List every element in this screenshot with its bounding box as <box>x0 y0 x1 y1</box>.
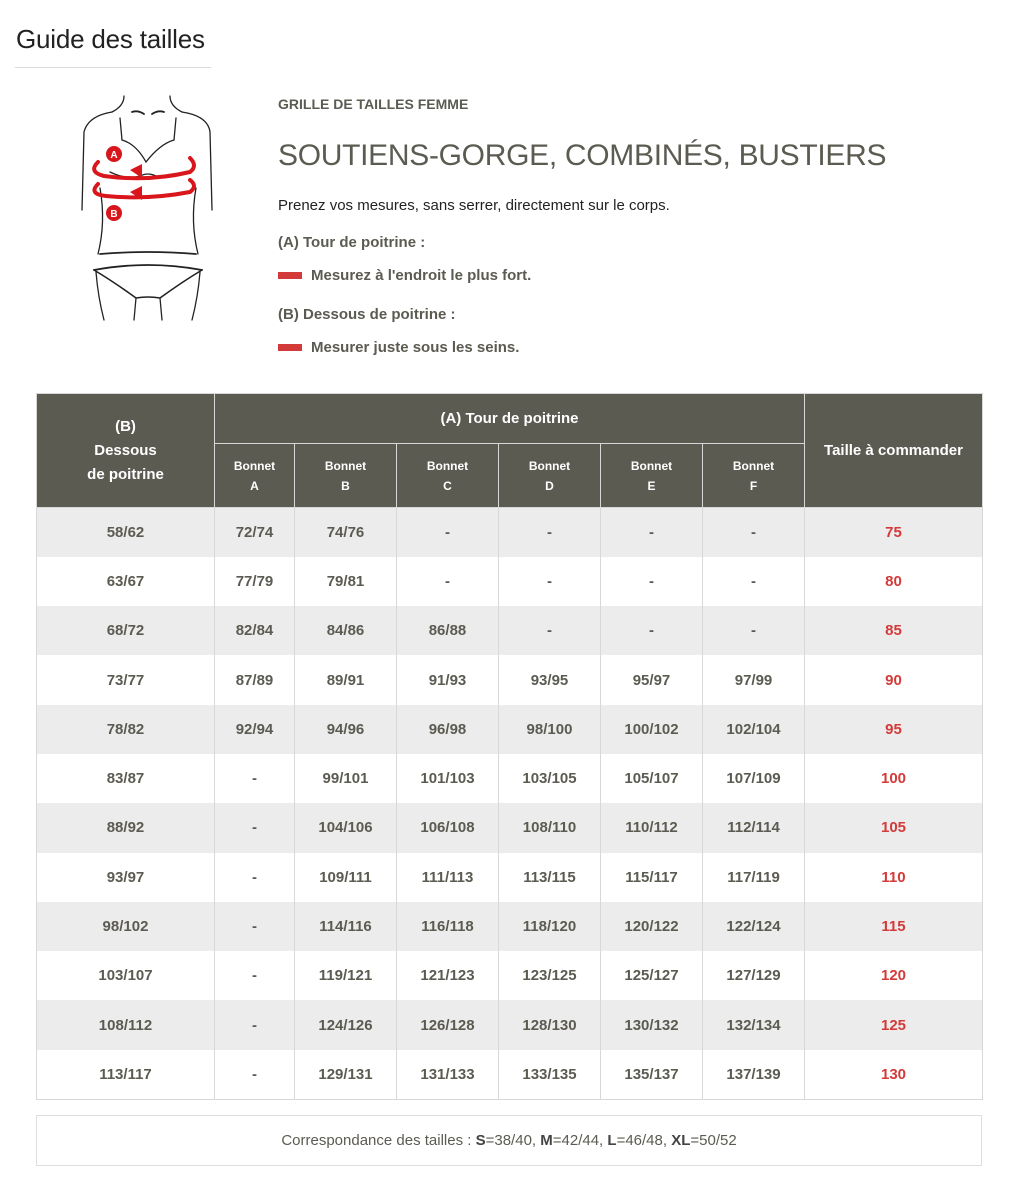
under-bust-cell: 113/117 <box>37 1050 215 1099</box>
bust-cell-a: 77/79 <box>215 557 295 606</box>
cup-letter: B <box>341 478 350 493</box>
header-cup-e <box>601 444 703 508</box>
under-bust-cell: 93/97 <box>37 853 215 902</box>
under-bust-cell: 63/67 <box>37 557 215 606</box>
table-row <box>37 1000 983 1049</box>
bust-cell-d: 118/120 <box>499 902 601 951</box>
bust-cell-f: 107/109 <box>703 754 805 803</box>
bust-cell-c: 91/93 <box>397 655 499 704</box>
cup-label: Bonnet <box>426 458 469 473</box>
bust-cell-f: 122/124 <box>703 902 805 951</box>
order-size-cell: 95 <box>805 705 983 754</box>
under-bust-cell: 83/87 <box>37 754 215 803</box>
bust-cell-f: 132/134 <box>703 1000 805 1049</box>
under-bust-cell: 103/107 <box>37 951 215 1000</box>
bust-cell-a: - <box>215 803 295 852</box>
header-under-bust-line1: (B) <box>115 417 136 435</box>
size-letter: L <box>607 1132 617 1149</box>
table-row <box>37 754 983 803</box>
header-cup-c <box>397 444 499 508</box>
under-bust-cell: 58/62 <box>37 508 215 557</box>
red-bar-icon <box>278 272 302 279</box>
header-under-bust-line2: Dessous <box>94 441 157 459</box>
under-bust-cell: 108/112 <box>37 1000 215 1049</box>
page-title: Guide des tailles <box>16 24 205 54</box>
bust-cell-d: 103/105 <box>499 754 601 803</box>
size-value: =46/48 <box>616 1132 663 1149</box>
bust-cell-f: 102/104 <box>703 705 805 754</box>
bust-cell-e: 110/112 <box>601 803 703 852</box>
cup-letter: F <box>749 478 758 493</box>
header-cup-a <box>215 444 295 508</box>
measure-title-a: (A) Tour de poitrine : <box>278 234 426 251</box>
cup-label: Bonnet <box>732 458 775 473</box>
cup-letter: E <box>647 478 656 493</box>
measure-item-b <box>278 339 958 356</box>
intro-lead: Prenez vos mesures, sans serrer, directement sur le corps. <box>278 197 670 214</box>
correspondence-sizes <box>476 1132 737 1149</box>
bust-cell-c: 106/108 <box>397 803 499 852</box>
order-size-cell: 110 <box>805 853 983 902</box>
bust-cell-e: - <box>601 557 703 606</box>
bust-cell-a: 87/89 <box>215 655 295 704</box>
bust-cell-d: - <box>499 557 601 606</box>
order-size-cell: 120 <box>805 951 983 1000</box>
bust-cell-f: - <box>703 606 805 655</box>
bust-cell-f: 97/99 <box>703 655 805 704</box>
order-size-cell: 115 <box>805 902 983 951</box>
bust-cell-e: 95/97 <box>601 655 703 704</box>
cup-label: Bonnet <box>324 458 367 473</box>
bust-cell-c: 111/113 <box>397 853 499 902</box>
header-cup-b <box>295 444 397 508</box>
bust-cell-f: - <box>703 508 805 557</box>
bust-cell-c: 126/128 <box>397 1000 499 1049</box>
header-under-bust-line3: de poitrine <box>87 465 164 483</box>
size-separator: , <box>662 1132 672 1149</box>
header-under-bust <box>37 394 215 508</box>
bust-cell-a: - <box>215 951 295 1000</box>
table-row <box>37 853 983 902</box>
bust-cell-e: 120/122 <box>601 902 703 951</box>
table-row <box>37 803 983 852</box>
title-divider <box>15 67 211 68</box>
label-b: B <box>110 209 118 220</box>
bust-cell-a: 82/84 <box>215 606 295 655</box>
bust-cell-f: 127/129 <box>703 951 805 1000</box>
table-row <box>37 557 983 606</box>
bust-cell-d: 113/115 <box>499 853 601 902</box>
bust-cell-e: 105/107 <box>601 754 703 803</box>
size-value: =38/40 <box>485 1132 532 1149</box>
measure-title-b: (B) Dessous de poitrine : <box>278 306 456 323</box>
order-size-cell: 100 <box>805 754 983 803</box>
bust-cell-a: 92/94 <box>215 705 295 754</box>
bust-cell-b: 129/131 <box>295 1050 397 1099</box>
bust-cell-c: 86/88 <box>397 606 499 655</box>
table-row <box>37 606 983 655</box>
under-bust-cell: 73/77 <box>37 655 215 704</box>
bust-cell-a: - <box>215 754 295 803</box>
bust-cell-d: 93/95 <box>499 655 601 704</box>
bust-cell-c: 96/98 <box>397 705 499 754</box>
header-cup-f <box>703 444 805 508</box>
measure-item-a <box>278 267 958 284</box>
bust-cell-e: 135/137 <box>601 1050 703 1099</box>
bust-cell-d: - <box>499 508 601 557</box>
bust-cell-d: 128/130 <box>499 1000 601 1049</box>
correspondence-prefix: Correspondance des tailles : <box>281 1132 476 1149</box>
cup-letter: A <box>250 478 259 493</box>
order-size-cell: 85 <box>805 606 983 655</box>
cup-label: Bonnet <box>233 458 276 473</box>
cup-letter: D <box>545 478 554 493</box>
measurement-instructions <box>278 96 958 356</box>
body-measurement-illustration <box>78 92 218 324</box>
bust-cell-e: 130/132 <box>601 1000 703 1049</box>
size-separator: , <box>599 1132 608 1149</box>
section-heading: SOUTIENS-GORGE, COMBINÉS, BUSTIERS <box>278 139 887 172</box>
bust-cell-b: 104/106 <box>295 803 397 852</box>
bust-cell-e: - <box>601 606 703 655</box>
under-bust-cell: 88/92 <box>37 803 215 852</box>
under-bust-cell: 98/102 <box>37 902 215 951</box>
measure-instruction-b: Mesurer juste sous les seins. <box>311 339 520 356</box>
bust-cell-b: 89/91 <box>295 655 397 704</box>
size-separator: , <box>531 1132 541 1149</box>
table-row <box>37 705 983 754</box>
table-row <box>37 902 983 951</box>
bust-cell-e: 115/117 <box>601 853 703 902</box>
bust-cell-c: 131/133 <box>397 1050 499 1099</box>
bust-cell-b: 119/121 <box>295 951 397 1000</box>
label-a: A <box>110 150 118 161</box>
bust-cell-e: - <box>601 508 703 557</box>
red-bar-icon <box>278 344 302 351</box>
bust-cell-b: 114/116 <box>295 902 397 951</box>
under-bust-cell: 68/72 <box>37 606 215 655</box>
bust-cell-e: 125/127 <box>601 951 703 1000</box>
size-letter: M <box>540 1132 553 1149</box>
bust-cell-d: 123/125 <box>499 951 601 1000</box>
order-size-cell: 125 <box>805 1000 983 1049</box>
bust-cell-d: 133/135 <box>499 1050 601 1099</box>
order-size-cell: 130 <box>805 1050 983 1099</box>
table-row <box>37 951 983 1000</box>
bust-cell-b: 94/96 <box>295 705 397 754</box>
cup-letter: C <box>443 478 452 493</box>
size-letter: XL <box>671 1132 691 1149</box>
size-value: =42/44 <box>552 1132 600 1149</box>
bust-cell-f: 117/119 <box>703 853 805 902</box>
order-size-cell: 75 <box>805 508 983 557</box>
bust-cell-b: 74/76 <box>295 508 397 557</box>
bust-cell-f: 137/139 <box>703 1050 805 1099</box>
under-bust-cell: 78/82 <box>37 705 215 754</box>
bust-cell-e: 100/102 <box>601 705 703 754</box>
bust-cell-c: 116/118 <box>397 902 499 951</box>
header-order-size: Taille à commander <box>805 394 983 508</box>
bust-cell-c: 121/123 <box>397 951 499 1000</box>
size-letter: S <box>475 1132 486 1149</box>
bust-cell-d: 108/110 <box>499 803 601 852</box>
cup-label: Bonnet <box>528 458 571 473</box>
bust-cell-a: - <box>215 1000 295 1049</box>
measure-instruction-a: Mesurez à l'endroit le plus fort. <box>311 267 532 284</box>
bust-cell-a: - <box>215 853 295 902</box>
table-row <box>37 1050 983 1099</box>
bust-cell-b: 84/86 <box>295 606 397 655</box>
table-row <box>37 655 983 704</box>
order-size-cell: 80 <box>805 557 983 606</box>
bust-cell-a: 72/74 <box>215 508 295 557</box>
table-row <box>37 508 983 557</box>
order-size-cell: 105 <box>805 803 983 852</box>
bust-cell-a: - <box>215 902 295 951</box>
size-value: =50/52 <box>690 1132 737 1149</box>
bust-cell-f: 112/114 <box>703 803 805 852</box>
bust-cell-c: 101/103 <box>397 754 499 803</box>
bust-cell-f: - <box>703 557 805 606</box>
bust-cell-c: - <box>397 508 499 557</box>
size-table <box>36 393 983 1100</box>
bust-cell-d: - <box>499 606 601 655</box>
bust-cell-b: 79/81 <box>295 557 397 606</box>
bust-cell-b: 124/126 <box>295 1000 397 1049</box>
order-size-cell: 90 <box>805 655 983 704</box>
bust-cell-b: 109/111 <box>295 853 397 902</box>
size-correspondence <box>36 1115 982 1166</box>
section-eyebrow: GRILLE DE TAILLES FEMME <box>278 96 469 112</box>
header-bust-group: (A) Tour de poitrine <box>215 394 805 444</box>
cup-label: Bonnet <box>630 458 673 473</box>
bust-cell-d: 98/100 <box>499 705 601 754</box>
bust-cell-b: 99/101 <box>295 754 397 803</box>
bust-cell-c: - <box>397 557 499 606</box>
header-cup-d <box>499 444 601 508</box>
bust-cell-a: - <box>215 1050 295 1099</box>
